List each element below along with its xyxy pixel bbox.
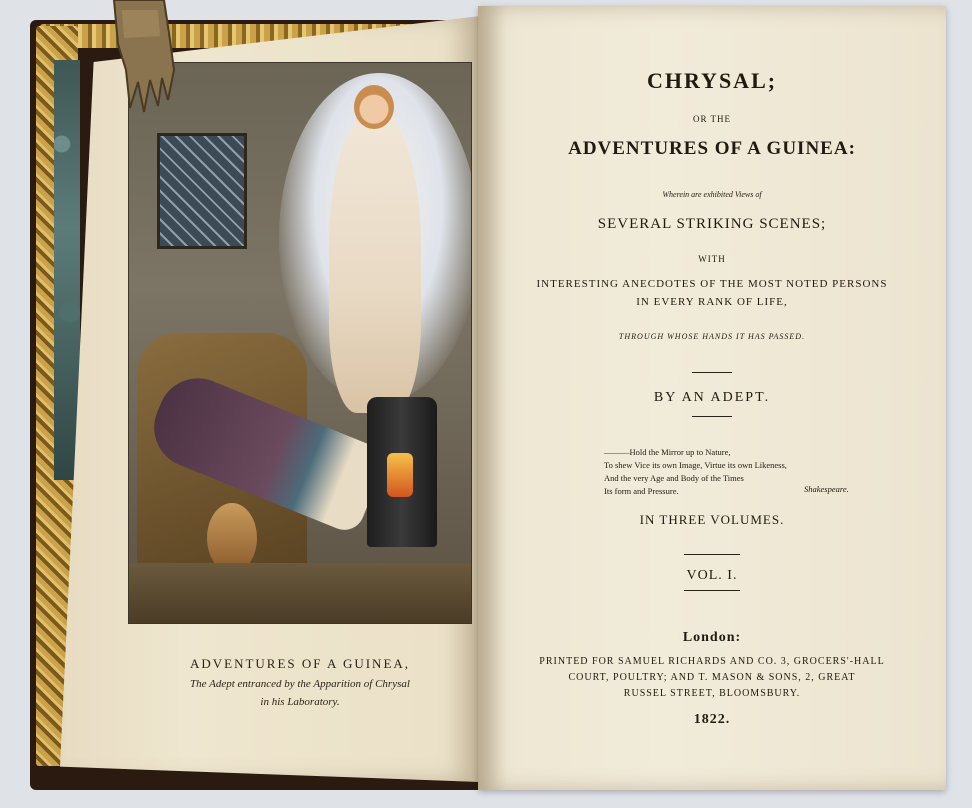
or-the-text: OR THE [692, 114, 732, 124]
author-line: BY AN ADEPT. [653, 390, 771, 405]
plate-caption [120, 656, 480, 708]
plate-caption-line-2: in his Laboratory. [260, 696, 340, 708]
divider-rule [692, 416, 732, 417]
apparition-head [354, 85, 394, 129]
quote-attribution: Shakespeare. [804, 484, 849, 494]
wherein-text: Wherein are exhibited Views of [662, 190, 762, 199]
apparition-figure [329, 113, 421, 413]
printer-imprint [478, 654, 946, 702]
book-subtitle: ADVENTURES OF A GUINEA: [568, 138, 856, 159]
printer-line-3: RUSSEL STREET, BLOOMSBURY. [623, 688, 801, 699]
book-title: CHRYSAL; [646, 68, 778, 93]
epigraph-quote [604, 446, 864, 498]
through-text: THROUGH WHOSE HANDS IT HAS PASSED. [618, 332, 806, 341]
stove-fire [387, 453, 413, 497]
plate-caption-line-1: The Adept entranced by the Apparition of Chrysal [190, 678, 410, 690]
printer-line-1: PRINTED FOR SAMUEL RICHARDS AND CO. 3, GROCERS'-HALL [539, 656, 885, 667]
imprint-city: London: [682, 630, 742, 645]
plate-caption-title: ADVENTURES OF A GUINEA, [189, 656, 411, 671]
quote-line-2: To shew Vice its own Image, Virtue its own Likeness, [604, 460, 787, 470]
several-scenes-text: SEVERAL STRIKING SCENES; [597, 216, 827, 232]
quote-line-1: ———Hold the Mirror up to Nature, [604, 447, 731, 457]
publication-year: 1822. [693, 712, 731, 727]
divider-rule [692, 372, 732, 373]
every-rank-text: IN EVERY RANK OF LIFE, [636, 296, 788, 308]
quote-line-3: And the very Age and Body of the Times [604, 473, 744, 483]
printer-line-2: COURT, POULTRY; AND T. MASON & SONS, 2, GREAT [568, 672, 856, 683]
divider-rule [684, 554, 740, 555]
bronze-hand-page-weight [104, 0, 178, 118]
quote-line-4: Its form and Pressure. [604, 486, 679, 496]
laboratory-floor [129, 563, 471, 623]
lattice-window [157, 133, 247, 249]
divider-rule [684, 590, 740, 591]
frontispiece-illustration [128, 62, 472, 624]
with-text: WITH [698, 254, 726, 264]
title-page [478, 6, 946, 790]
volumes-text: IN THREE VOLUMES. [639, 512, 785, 527]
marbled-endpaper [54, 60, 80, 480]
anecdotes-text: INTERESTING ANECDOTES OF THE MOST NOTED PERSONS [536, 278, 888, 290]
volume-number: VOL. I. [686, 568, 738, 583]
